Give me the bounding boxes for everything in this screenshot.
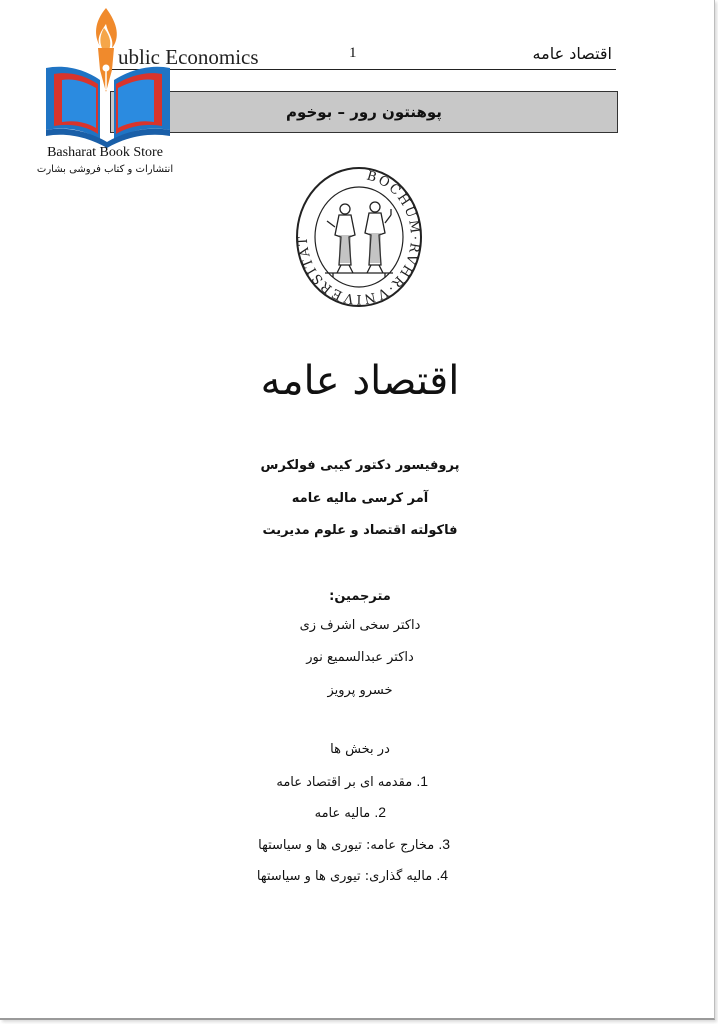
section-item xyxy=(257,867,448,884)
main-title: اقتصاد عامه xyxy=(260,358,460,404)
section-item xyxy=(276,773,428,790)
section-item xyxy=(258,836,450,853)
translators-heading: مترجمین: xyxy=(329,589,391,604)
header-rule xyxy=(110,69,616,70)
section-label: مقدمه ای بر اقتصاد عامه xyxy=(276,775,413,790)
section-number: 2. xyxy=(374,804,386,820)
translator-name: داکتر عبدالسمیع نور xyxy=(306,650,414,665)
header-page-number: 1 xyxy=(349,45,357,61)
translator-name: داکتر سخی اشرف زی xyxy=(299,618,421,633)
translator-name: خسرو پرویز xyxy=(327,683,393,698)
university-seal-icon xyxy=(295,165,423,310)
university-band: پوهنتون رور – بوخوم xyxy=(110,91,618,133)
bookstore-name: Basharat Book Store xyxy=(47,145,163,160)
section-number: 3. xyxy=(438,836,450,852)
sections-heading: در بخش ها xyxy=(330,742,390,757)
section-label: مالیه گذاری: تیوری ها و سیاستها xyxy=(256,869,433,884)
section-label: مخارج عامه: تیوری ها و سیاستها xyxy=(258,838,435,853)
section-number: 1. xyxy=(416,773,428,789)
header-persian-title: اقتصاد عامه xyxy=(532,44,612,63)
bookstore-subtitle: انتشارات و کتاب فروشی بشارت xyxy=(36,164,174,175)
author-faculty: فاکولته اقتصاد و علوم مدیریت xyxy=(262,523,458,538)
author-position: آمر کرسی مالیه عامه xyxy=(291,491,429,506)
author-name: پروفیسور دکتور کیبی فولکرس xyxy=(260,458,460,473)
section-number: 4. xyxy=(436,867,448,883)
header-english-title: ublic Economics xyxy=(118,45,259,69)
seal-ring-text: BOCHUM·RVHR·VNIVERSITAT xyxy=(295,168,423,307)
section-item xyxy=(315,804,386,821)
section-label: مالیه عامه xyxy=(314,806,371,821)
